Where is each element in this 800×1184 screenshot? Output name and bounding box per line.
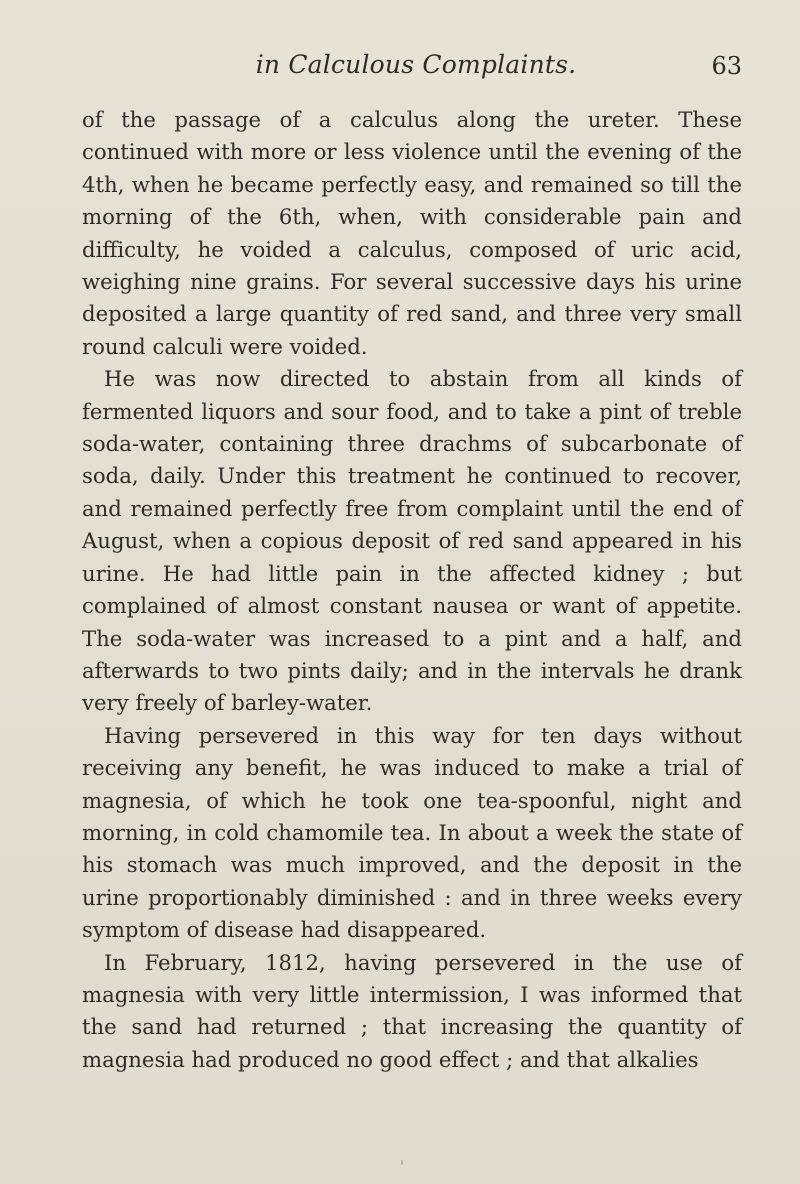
body-text [82, 104, 742, 1076]
paragraph-1: of the passage of a calculus along the ureter. These continued with more or less violence until the evening of the 4th, when he became perfectly easy, and remained so till the morning of the 6th, when, with considerable pain and difficulty, he voided a calculus, composed of uric acid, weighing nine grains. For several successive days his urine deposited a large quantity of red sand, and three very small round calculi were voided. [82, 107, 742, 359]
page-header [90, 50, 742, 90]
paragraph-3: Having persevered in this way for ten days without receiving any benefit, he was induced to make a trial of magnesia, of which he took one tea-spoonful, night and morning, in cold chamomile tea. In about a week the state of his stomach was much improved, and the deposit in the urine proportionably diminished : and in three weeks every symptom of disease had disappeared. [82, 722, 742, 943]
running-title: in Calculous Complaints. [255, 50, 577, 79]
paper-speck [401, 1160, 403, 1165]
page-number: 63 [711, 52, 742, 80]
paragraph-2: He was now directed to abstain from all kinds of fermented liquors and sour food, and to take a pint of treble soda-water, containing three drachms of subcarbonate of soda, daily. Under this treatment he continued to recover, and remained perfectly free from complaint until the end of August, when a copious deposit of red sand appeared in his urine. He had little pain in the affected kidney ; but complained of almost constant nausea or want of appetite. The soda-water was increased to a pint and a half, and afterwards to two pints daily; and in the intervals he drank very freely of barley-water. [82, 366, 742, 716]
paragraph-4: In February, 1812, having persevered in the use of magnesia with very little intermission, I was informed that the sand had returned ; that increasing the quantity of magnesia had produced no good effect ; and that alkalies [82, 949, 742, 1072]
